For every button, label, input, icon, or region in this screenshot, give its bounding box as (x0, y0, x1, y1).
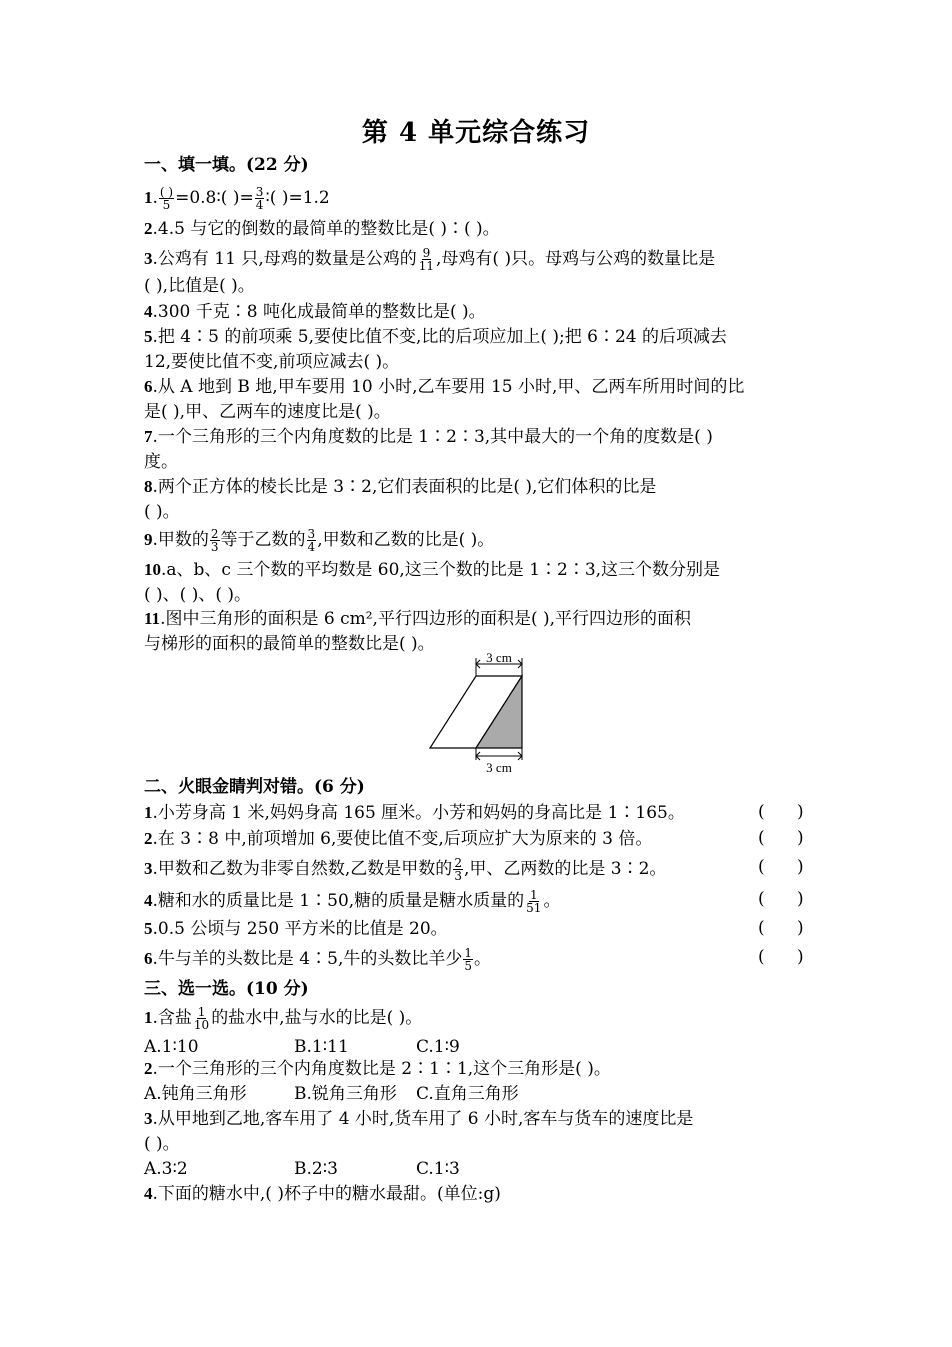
s1-question-4: 4.300 千克∶8 吨化成最简单的整数比是( )。 (144, 302, 486, 322)
s2-item-1: 1.小芳身高 1 米,妈妈身高 165 厘米。小芳和妈妈的身高比是 1∶165。 (144, 803, 685, 823)
fraction: $\frac{2}{3}$ (210, 527, 219, 554)
s2-item-2: 2.在 3∶8 中,前项增加 6,要使比值不变,后项应扩大为原来的 3 倍。 (144, 829, 653, 849)
fraction: $\frac{3}{4}$ (255, 185, 264, 212)
s3-question-3-line2: ( )。 (144, 1134, 180, 1154)
s1-question-3: 3.公鸡有 11 只,母鸡的数量是公鸡的 $\frac{9}{11}$ ,母鸡有( )只。母鸡与公鸡的数量比是 (144, 246, 716, 273)
s1-question-6: 6.从 A 地到 B 地,甲车要用 10 小时,乙车要用 15 小时,甲、乙两车所用时间的比 (144, 377, 745, 397)
option-b[interactable]: B.锐角三角形 (294, 1084, 397, 1104)
option-c[interactable]: C.直角三角形 (416, 1084, 519, 1104)
s1-question-3-line2: ( ),比值是( )。 (144, 276, 255, 296)
option-b[interactable]: B.2∶3 (294, 1159, 338, 1179)
answer-paren[interactable]: ( ) (758, 918, 804, 938)
section1-heading: 一、填一填。(22 分) (144, 155, 309, 175)
s3-question-1: 1.含盐 $\frac{1}{10}$ 的盐水中,盐与水的比是( )。 (144, 1005, 423, 1032)
option-a[interactable]: A.钝角三角形 (144, 1084, 247, 1104)
s2-item-3: 3.甲数和乙数为非零自然数,乙数是甲数的 $\frac{2}{3}$ ,甲、乙两数的比是 3∶2。 (144, 856, 667, 883)
s1-question-10: 10.a、b、c 三个数的平均数是 60,这三个数的比是 1∶2∶3,这三个数分别是 (144, 560, 721, 580)
s1-question-1: 1. $\frac{( )}{5}$ =0.8∶( )= $\frac{3}{4}$ ∶( )=1.2 (144, 185, 330, 212)
s1-question-7-line2: 度。 (144, 452, 178, 472)
s3-question-4: 4.下面的糖水中,( )杯子中的糖水最甜。(单位:g) (144, 1184, 501, 1204)
s2-item-4: 4.糖和水的质量比是 1∶50,糖的质量是糖水质量的 $\frac{1}{51}$ 。 (144, 888, 561, 915)
s1-question-2: 2.4.5 与它的倒数的最简单的整数比是( )∶( )。 (144, 219, 500, 239)
s1-question-5-line2: 12,要使比值不变,前项应减去( )。 (144, 352, 400, 372)
fraction: $\frac{2}{3}$ (454, 856, 462, 883)
option-c[interactable]: C.1∶3 (416, 1159, 460, 1179)
fraction: $\frac{9}{11}$ (418, 246, 435, 273)
s1-question-10-line2: ( )、( )、( )。 (144, 585, 252, 605)
s3-question-3: 3.从甲地到乙地,客车用了 4 小时,货车用了 6 小时,客车与货车的速度比是 (144, 1109, 694, 1129)
page-title: 第 4 单元综合练习 (361, 118, 591, 148)
fraction: $\frac{1}{10}$ (193, 1005, 210, 1032)
s1-question-5: 5.把 4∶5 的前项乘 5,要使比值不变,比的后项应加上( );把 6∶24 的后项减去 (144, 327, 728, 347)
option-b[interactable]: B.1∶11 (294, 1037, 349, 1057)
s1-question-8-line2: ( )。 (144, 502, 180, 522)
section2-heading: 二、火眼金睛判对错。(6 分) (144, 777, 365, 797)
answer-paren[interactable]: ( ) (758, 947, 804, 967)
parallelogram-figure (420, 652, 540, 776)
option-c[interactable]: C.1∶9 (416, 1037, 460, 1057)
fraction: $\frac{1}{51}$ (526, 888, 542, 915)
fraction: $\frac{( )}{5}$ (159, 185, 174, 212)
s1-question-8: 8.两个正方体的棱长比是 3∶2,它们表面积的比是( ),它们体积的比是 (144, 477, 657, 497)
s1-question-9: 9.甲数的 $\frac{2}{3}$ 等于乙数的 $\frac{3}{4}$ ,甲数和乙数的比是( )。 (144, 527, 495, 554)
s2-item-6: 6.牛与羊的头数比是 4∶5,牛的头数比羊少 $\frac{1}{5}$ 。 (144, 946, 491, 973)
answer-paren[interactable]: ( ) (758, 857, 804, 877)
fraction: $\frac{3}{4}$ (307, 527, 316, 554)
section3-heading: 三、选一选。(10 分) (144, 979, 309, 999)
s3-question-2: 2.一个三角形的三个内角度数比是 2∶1∶1,这个三角形是( )。 (144, 1059, 611, 1079)
s1-question-11-line2: 与梯形的面积的最简单的整数比是( )。 (144, 634, 435, 654)
s1-question-7: 7.一个三角形的三个内角度数的比是 1∶2∶3,其中最大的一个角的度数是( ) (144, 427, 713, 447)
option-a[interactable]: A.1∶10 (144, 1037, 199, 1057)
top-dimension-label: 3 cm (486, 652, 512, 665)
question-number: 1 (144, 188, 153, 207)
bottom-dimension-label: 3 cm (486, 760, 512, 775)
answer-paren[interactable]: ( ) (758, 889, 804, 909)
fraction: $\frac{1}{5}$ (464, 946, 472, 973)
answer-paren[interactable]: ( ) (758, 828, 804, 848)
s2-item-5: 5.0.5 公顷与 250 平方米的比值是 20。 (144, 919, 448, 939)
s1-question-6-line2: 是( ),甲、乙两车的速度比是( )。 (144, 402, 391, 422)
s1-question-11: 11.图中三角形的面积是 6 cm²,平行四边形的面积是( ),平行四边形的面积 (144, 609, 692, 629)
answer-paren[interactable]: ( ) (758, 802, 804, 822)
option-a[interactable]: A.3∶2 (144, 1159, 188, 1179)
